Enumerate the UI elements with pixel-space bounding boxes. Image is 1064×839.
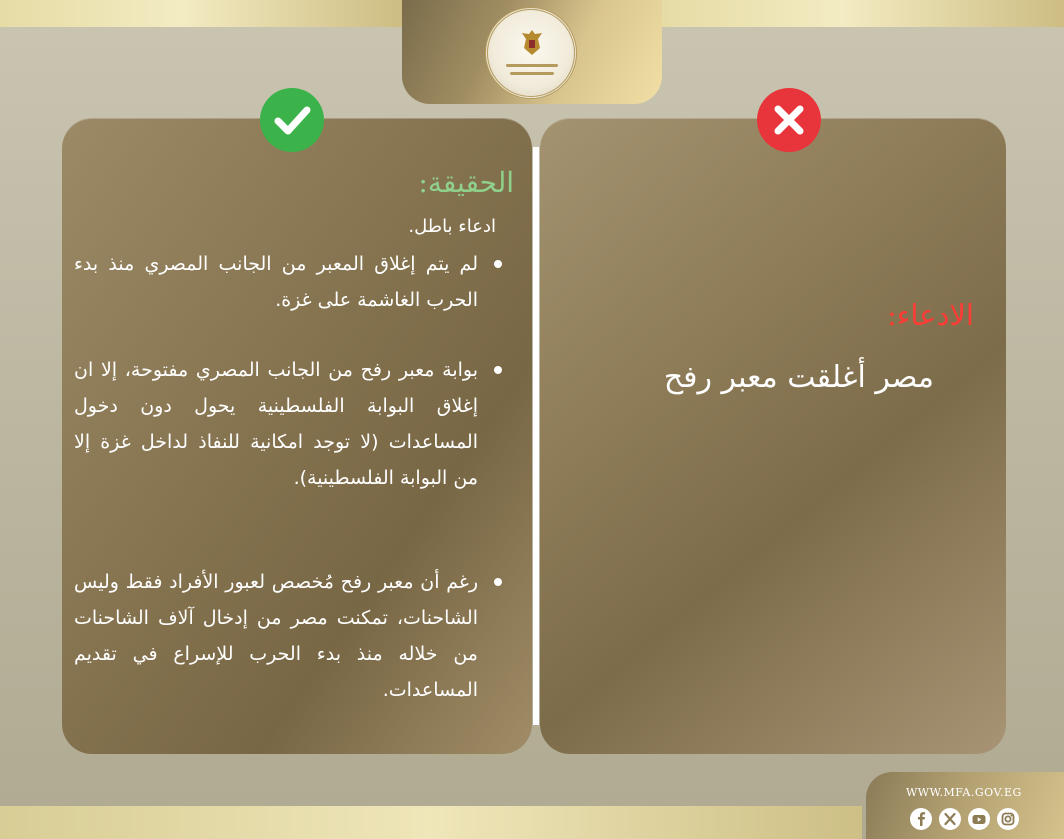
fact-point-text: لم يتم إغلاق المعبر من الجانب المصري منذ بدء الحرب الغاشمة على غزة.	[74, 253, 478, 311]
bullet-icon	[494, 578, 502, 586]
claim-panel	[540, 118, 1006, 754]
youtube-icon[interactable]	[968, 808, 990, 830]
fact-intro: ادعاء باطل.	[408, 216, 496, 237]
fact-point-text: بوابة معبر رفح من الجانب المصري مفتوحة، إلا ان إغلاق البوابة الفلسطينية يحول دون دخول المساعدات (لا توجد امكانية للنفاذ لداخل غزة إلا من البوابة الفلسطينية).	[74, 359, 478, 489]
claim-text: مصر أغلقت معبر رفح	[663, 360, 934, 395]
bullet-icon	[494, 260, 502, 268]
eagle-emblem-icon	[520, 28, 544, 58]
footer-tab	[866, 772, 1064, 839]
facebook-icon[interactable]	[910, 808, 932, 830]
fact-point	[74, 246, 504, 318]
egypt-foreign-ministry-seal-icon	[485, 7, 577, 99]
bottom-decorative-band	[0, 806, 862, 839]
seal-text-line	[510, 72, 554, 75]
website-link[interactable]: WWW.MFA.GOV.EG	[906, 786, 1022, 799]
x-icon[interactable]	[939, 808, 961, 830]
bullet-icon	[494, 366, 502, 374]
cross-icon	[757, 88, 821, 152]
fact-point	[74, 352, 504, 496]
instagram-icon[interactable]	[997, 808, 1019, 830]
panel-divider	[533, 147, 539, 725]
fact-point-text: رغم أن معبر رفح مُخصص لعبور الأفراد فقط وليس الشاحنات، تمكنت مصر من إدخال آلاف الشاحنات من خلاله منذ بدء الحرب للإسراع في تقديم المساعدات.	[74, 571, 478, 701]
fact-heading: الحقيقة:	[418, 166, 514, 199]
claim-heading: الادعاء:	[886, 298, 974, 332]
fact-point	[74, 564, 504, 708]
top-decorative-band-left	[0, 0, 402, 27]
seal-text-line	[506, 64, 558, 67]
check-icon	[260, 88, 324, 152]
top-decorative-band-right	[662, 0, 1064, 27]
